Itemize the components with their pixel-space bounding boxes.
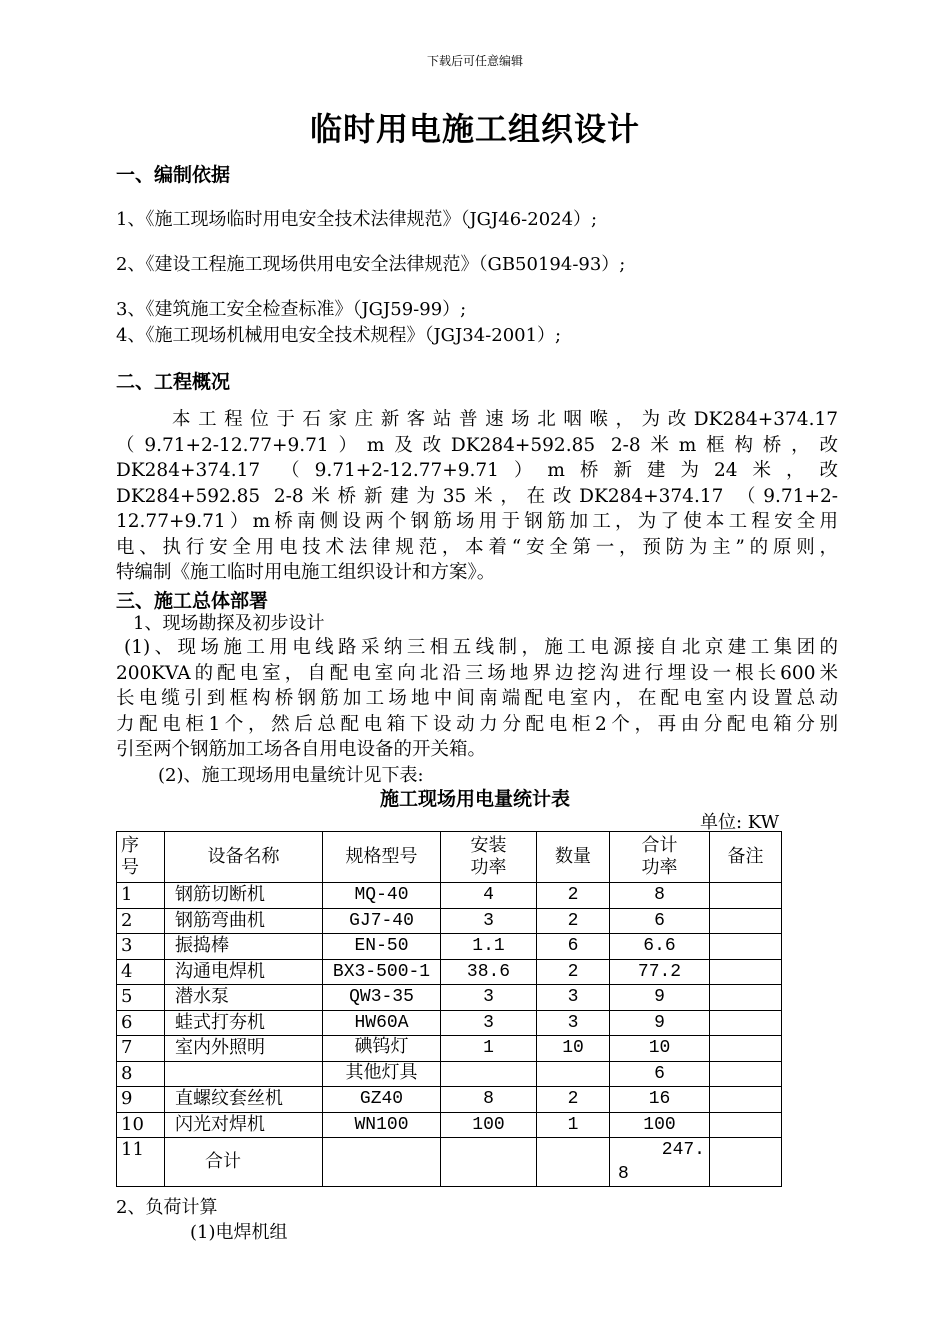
cell-model: MQ-40 (323, 883, 441, 909)
cell-quantity: 1 (537, 1112, 610, 1138)
cell-total-power: 77.2 (610, 959, 710, 985)
total-power-part-b: 8 (618, 1164, 629, 1184)
cell-total-power: 16 (610, 1087, 710, 1113)
power-stats-table (116, 831, 782, 1187)
table-header-row (117, 832, 782, 883)
cell-model: WN100 (323, 1112, 441, 1138)
cell-row-no: 1 (117, 883, 165, 909)
table-row (117, 883, 782, 909)
cell-remarks (710, 1112, 782, 1138)
welder-group-item: (1)电焊机组 (190, 1222, 288, 1243)
cell-rated-power: 38.6 (441, 959, 537, 985)
document-title: 临时用电施工组织设计 (309, 110, 640, 148)
cell-model: QW3-35 (323, 985, 441, 1011)
section-heading-basis: 一、编制依据 (116, 164, 231, 186)
cell-total-power: 9 (610, 985, 710, 1011)
table-row (117, 1112, 782, 1138)
cell-row-no: 4 (117, 959, 165, 985)
cell-quantity: 2 (537, 1087, 610, 1113)
overview-line: 12.77+9.71）m桥南侧设两个钢筋场用于钢筋加工，为了使本工程安全用 (116, 511, 838, 532)
overview-line: 电、执行安全用电技术法律规范，本着“安全第一，预防为主”的原则， (116, 536, 838, 558)
section-heading-deployment: 三、施工总体部署 (116, 590, 269, 612)
cell-total-power: 8 (610, 883, 710, 909)
cell-quantity: 2 (537, 883, 610, 909)
section-heading-overview: 二、工程概况 (116, 371, 231, 393)
total-row-cell (323, 1138, 441, 1187)
subsection-load-calc: 2、负荷计算 (116, 1197, 218, 1218)
basis-item-1: 1、《施工现场临时用电安全技术法律规范》（JGJ46-2024）; (116, 209, 598, 230)
table-unit: 单位: KW (700, 812, 780, 833)
cell-equipment-name (165, 1061, 323, 1087)
col-header-quantity: 数量 (537, 832, 610, 883)
cell-total-power: 100 (610, 1112, 710, 1138)
cell-row-no: 7 (117, 1036, 165, 1062)
cell-equipment-name: 振捣棒 (165, 934, 323, 960)
cell-remarks (710, 1087, 782, 1113)
cell-quantity: 6 (537, 934, 610, 960)
cell-equipment-name: 钢筋切断机 (165, 883, 323, 909)
cell-quantity: 2 (537, 959, 610, 985)
cell-total-power: 10 (610, 1036, 710, 1062)
col-header-remarks: 备注 (710, 832, 782, 883)
overview-line: DK284+592.85 2-8米桥新建为35米，在改DK284+374.17 （9.71+2- (116, 485, 838, 507)
cell-quantity: 3 (537, 1010, 610, 1036)
survey-line: 力配电柜1个，然后总配电箱下设动力分配电柜2个，再由分配电箱分别 (116, 713, 838, 735)
table-caption: 施工现场用电量统计表 (379, 788, 570, 810)
cell-row-no: 2 (117, 908, 165, 934)
total-power-part-a: 247. (661, 1140, 705, 1160)
cell-model: HW60A (323, 1010, 441, 1036)
cell-rated-power: 1 (441, 1036, 537, 1062)
total-row-cell (441, 1138, 537, 1187)
col-header-no: 序 号 (117, 832, 165, 883)
cell-model: GJ7-40 (323, 908, 441, 934)
table-row (117, 1061, 782, 1087)
cell-model: EN-50 (323, 934, 441, 960)
overview-line: 特编制《施工临时用电施工组织设计和方案》。 (116, 562, 496, 583)
survey-line: 200KVA的配电室，自配电室向北沿三场地界边挖沟进行埋设一根长600米 (116, 662, 838, 684)
cell-model: GZ40 (323, 1087, 441, 1113)
cell-equipment-name: 潜水泵 (165, 985, 323, 1011)
total-row-power (610, 1138, 710, 1187)
overview-line: 本工程位于石家庄新客站普速场北咽喉，为改DK284+374.17 (172, 409, 838, 430)
cell-rated-power: 8 (441, 1087, 537, 1113)
table-row (117, 985, 782, 1011)
cell-remarks (710, 959, 782, 985)
cell-row-no: 3 (117, 934, 165, 960)
power-stats-intro: (2)、施工现场用电量统计见下表: (158, 765, 424, 786)
cell-total-power: 6 (610, 908, 710, 934)
subsection-survey: 1、现场勘探及初步设计 (133, 613, 325, 634)
basis-item-2: 2、《建设工程施工现场供用电安全法律规范》（GB50194-93）; (116, 254, 626, 275)
cell-remarks (710, 883, 782, 909)
basis-item-3: 3、《建筑施工安全检查标准》（JGJ59-99）; (116, 299, 467, 320)
survey-line: 引至两个钢筋加工场各自用电设备的开关箱。 (116, 739, 487, 760)
cell-total-power: 6 (610, 1061, 710, 1087)
basis-item-4: 4、《施工现场机械用电安全技术规程》（JGJ34-2001）; (116, 325, 562, 346)
col-header-name: 设备名称 (165, 832, 323, 883)
col-header-rated-power: 安装 功率 (441, 832, 537, 883)
table-row (117, 1036, 782, 1062)
cell-rated-power (441, 1061, 537, 1087)
overview-line: DK284+374.17 （9.71+2-12.77+9.71）m桥新建为24米，改 (116, 460, 838, 481)
cell-model: 碘钨灯 (323, 1036, 441, 1062)
survey-paragraph (116, 635, 838, 763)
cell-rated-power: 3 (441, 985, 537, 1011)
table-row (117, 934, 782, 960)
cell-equipment-name: 钢筋弯曲机 (165, 908, 323, 934)
total-row-cell (710, 1138, 782, 1187)
table-row (117, 1010, 782, 1036)
cell-remarks (710, 1061, 782, 1087)
cell-rated-power: 4 (441, 883, 537, 909)
cell-model: BX3-500-1 (323, 959, 441, 985)
cell-row-no: 5 (117, 985, 165, 1011)
total-row-no: 11 (117, 1138, 165, 1187)
cell-remarks (710, 1010, 782, 1036)
col-header-model: 规格型号 (323, 832, 441, 883)
cell-row-no: 8 (117, 1061, 165, 1087)
cell-row-no: 9 (117, 1087, 165, 1113)
cell-total-power: 9 (610, 1010, 710, 1036)
cell-equipment-name: 闪光对焊机 (165, 1112, 323, 1138)
overview-line: （9.71+2-12.77+9.71）m及改DK284+592.85 2-8米m框构桥，改 (116, 434, 838, 456)
cell-equipment-name: 蛙式打夯机 (165, 1010, 323, 1036)
cell-quantity: 3 (537, 985, 610, 1011)
cell-total-power: 6.6 (610, 934, 710, 960)
cell-quantity: 2 (537, 908, 610, 934)
cell-row-no: 6 (117, 1010, 165, 1036)
cell-equipment-name: 室内外照明 (165, 1036, 323, 1062)
cell-row-no: 10 (117, 1112, 165, 1138)
survey-line: 长电缆引到框构桥钢筋加工场地中间南端配电室内，在配电室内设置总动 (116, 688, 838, 709)
cell-model: 其他灯具 (323, 1061, 441, 1087)
total-row-cell (537, 1138, 610, 1187)
cell-quantity (537, 1061, 610, 1087)
table-row (117, 1087, 782, 1113)
survey-line: (1)、现场施工用电线路采纳三相五线制，施工电源接自北京建工集团的 (124, 637, 838, 658)
cell-remarks (710, 1036, 782, 1062)
cell-equipment-name: 直螺纹套丝机 (165, 1087, 323, 1113)
table-row (117, 959, 782, 985)
cell-quantity: 10 (537, 1036, 610, 1062)
cell-equipment-name: 沟通电焊机 (165, 959, 323, 985)
header-note: 下载后可任意编辑 (426, 54, 523, 68)
table-total-row (117, 1138, 782, 1187)
cell-remarks (710, 908, 782, 934)
table-row (117, 908, 782, 934)
cell-rated-power: 1.1 (441, 934, 537, 960)
cell-remarks (710, 934, 782, 960)
overview-paragraph (116, 407, 838, 586)
cell-rated-power: 3 (441, 1010, 537, 1036)
total-row-label: 合计 (165, 1138, 323, 1187)
cell-remarks (710, 985, 782, 1011)
cell-rated-power: 3 (441, 908, 537, 934)
cell-rated-power: 100 (441, 1112, 537, 1138)
col-header-total-power: 合计 功率 (610, 832, 710, 883)
